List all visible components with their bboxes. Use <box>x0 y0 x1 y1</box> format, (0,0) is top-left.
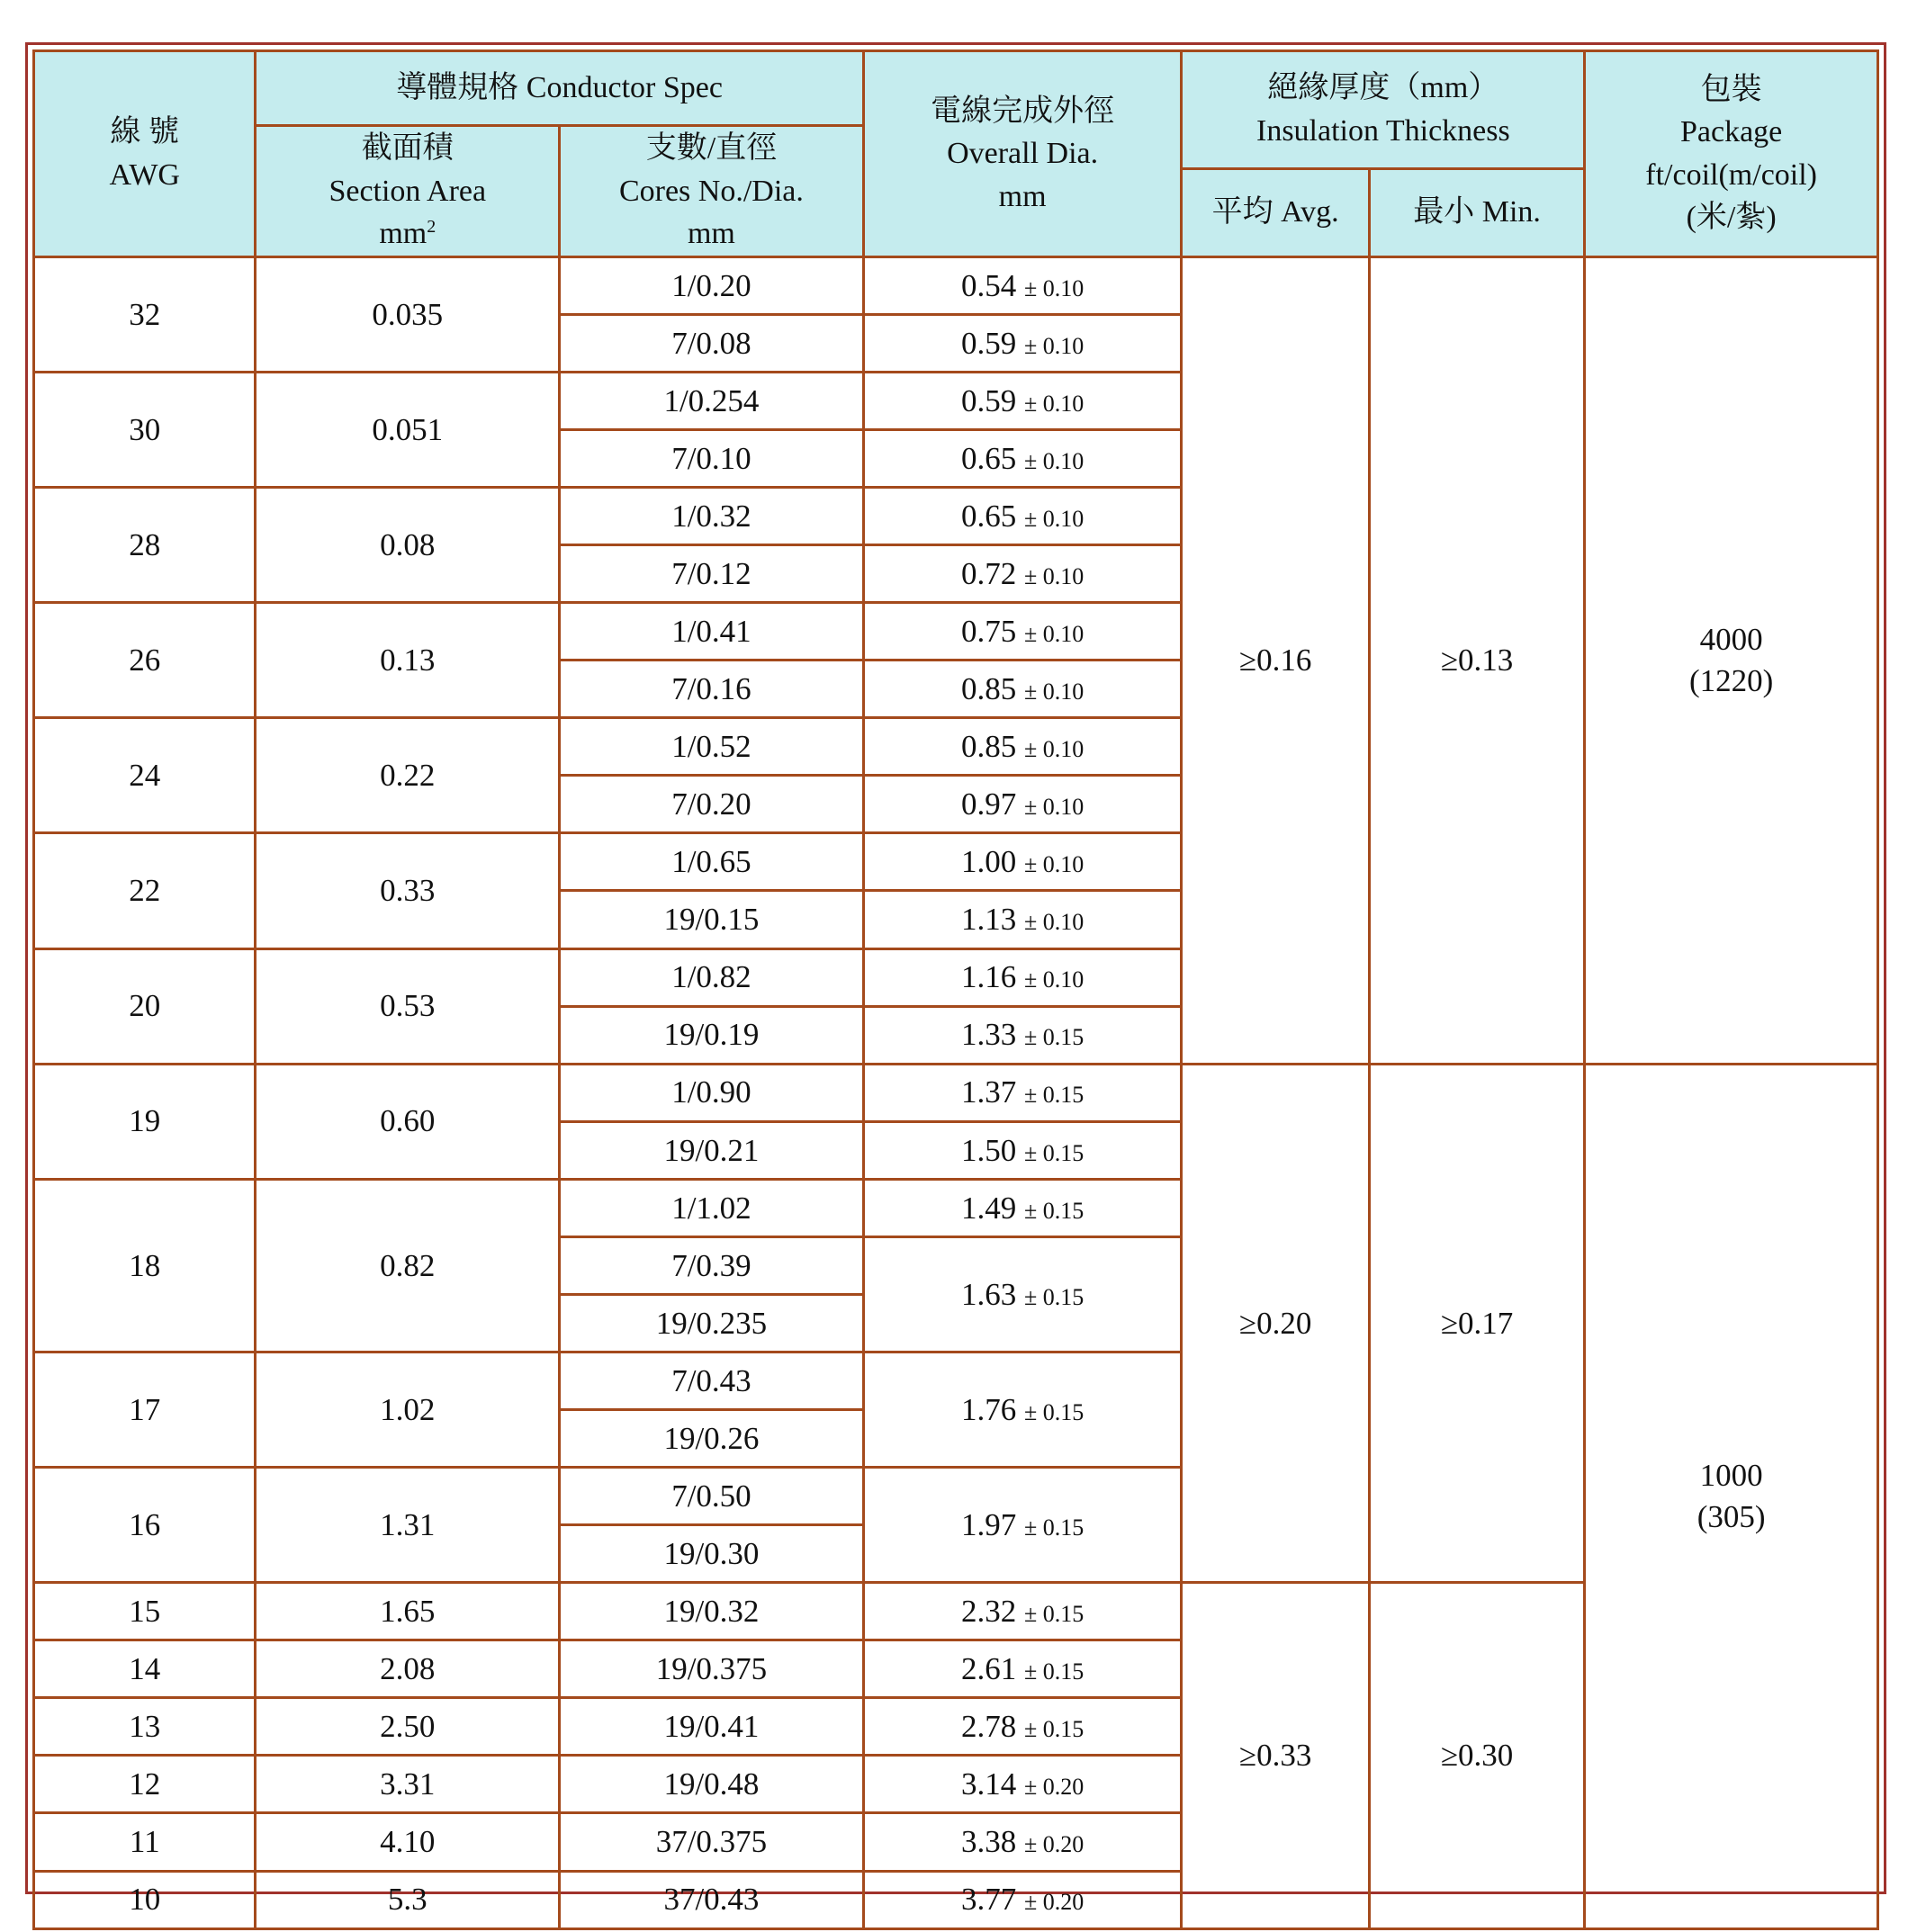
overall-dia-cell <box>863 1468 1182 1583</box>
cores-cell: 19/0.48 <box>560 1756 864 1813</box>
package-m: (1220) <box>1688 662 1774 698</box>
overall-dia-cell <box>863 660 1182 718</box>
overall-dia-value: 3.38 <box>960 1824 1017 1860</box>
cores-cell: 7/0.43 <box>560 1352 864 1409</box>
section-area-cell: 0.53 <box>256 948 560 1064</box>
overall-dia-tolerance: ± 0.15 <box>1023 1716 1084 1743</box>
section-area-cell: 0.13 <box>256 603 560 718</box>
awg-header: 線 號 AWG <box>34 51 256 257</box>
insulation-min-cell: ≥0.30 <box>1369 1583 1584 1929</box>
overall-dia-value: 1.00 <box>960 844 1017 880</box>
overall-dia-cell <box>863 1352 1182 1467</box>
insulation-min-header: 最小 Min. <box>1369 168 1584 256</box>
section-area-cell: 4.10 <box>256 1813 560 1871</box>
cores-cell: 19/0.375 <box>560 1640 864 1698</box>
overall-dia-cell <box>863 429 1182 487</box>
overall-dia-value: 2.32 <box>960 1594 1017 1629</box>
overall-dia-tolerance: ± 0.20 <box>1023 1889 1084 1916</box>
overall-dia-tolerance: ± 0.15 <box>1023 1139 1084 1166</box>
conductor-spec-header: 導體規格 Conductor Spec <box>256 51 863 126</box>
overall-dia-value: 1.97 <box>960 1506 1017 1542</box>
cores-cell: 1/0.65 <box>560 833 864 891</box>
package-cell <box>1585 256 1878 1064</box>
overall-dia-value: 0.85 <box>960 671 1017 706</box>
overall-dia-cell <box>863 256 1182 314</box>
cores-cell: 19/0.41 <box>560 1698 864 1756</box>
cores-cell: 19/0.235 <box>560 1294 864 1352</box>
awg-cell: 24 <box>34 718 256 833</box>
overall-dia-tolerance: ± 0.10 <box>1023 966 1084 993</box>
section-area-cell: 0.22 <box>256 718 560 833</box>
insulation-min-cell: ≥0.17 <box>1369 1064 1584 1583</box>
overall-dia-cell <box>863 1756 1182 1813</box>
overall-dia-tolerance: ± 0.10 <box>1023 332 1084 359</box>
awg-cell: 26 <box>34 603 256 718</box>
cores-cell: 1/1.02 <box>560 1179 864 1236</box>
cores-cell: 1/0.41 <box>560 603 864 660</box>
wire-spec-table <box>32 49 1879 1930</box>
overall-dia-tolerance: ± 0.20 <box>1023 1831 1084 1858</box>
overall-dia-value: 1.49 <box>960 1190 1017 1226</box>
cores-cell: 7/0.08 <box>560 314 864 372</box>
overall-dia-value: 2.78 <box>960 1709 1017 1745</box>
section-area-cell: 1.65 <box>256 1583 560 1640</box>
table-row <box>34 1064 1878 1121</box>
overall-dia-cell <box>863 948 1182 1006</box>
overall-dia-tolerance: ± 0.15 <box>1023 1024 1084 1051</box>
overall-dia-cell <box>863 776 1182 833</box>
section-area-cell: 5.3 <box>256 1871 560 1928</box>
overall-dia-cell <box>863 603 1182 660</box>
overall-dia-cell <box>863 1006 1182 1064</box>
overall-dia-value: 0.65 <box>960 440 1017 476</box>
overall-dia-cell <box>863 833 1182 891</box>
awg-cell: 17 <box>34 1352 256 1467</box>
cores-cell: 7/0.16 <box>560 660 864 718</box>
cores-cell: 7/0.39 <box>560 1236 864 1294</box>
overall-dia-tolerance: ± 0.20 <box>1023 1774 1084 1801</box>
overall-dia-value: 0.59 <box>960 325 1017 361</box>
overall-dia-tolerance: ± 0.15 <box>1023 1514 1084 1541</box>
overall-dia-cell <box>863 1871 1182 1928</box>
package-header: 包裝 Package ft/coil(m/coil) (米/紮) <box>1585 51 1878 257</box>
insulation-avg-cell: ≥0.16 <box>1182 256 1369 1064</box>
awg-cell: 18 <box>34 1179 256 1352</box>
overall-dia-tolerance: ± 0.10 <box>1023 794 1084 821</box>
overall-dia-cell <box>863 488 1182 545</box>
cores-cell: 7/0.10 <box>560 429 864 487</box>
awg-cell: 16 <box>34 1468 256 1583</box>
cores-cell: 1/0.52 <box>560 718 864 776</box>
overall-dia-value: 1.33 <box>960 1017 1017 1053</box>
overall-dia-cell <box>863 1064 1182 1121</box>
overall-dia-tolerance: ± 0.10 <box>1023 505 1084 532</box>
cores-cell: 1/0.254 <box>560 372 864 429</box>
section-area-cell: 0.08 <box>256 488 560 603</box>
overall-dia-cell <box>863 314 1182 372</box>
spec-table-body <box>34 256 1878 1928</box>
cores-cell: 19/0.15 <box>560 891 864 948</box>
section-area-cell: 0.60 <box>256 1064 560 1179</box>
overall-dia-value: 1.13 <box>960 902 1017 938</box>
awg-cell: 32 <box>34 256 256 372</box>
overall-dia-tolerance: ± 0.15 <box>1023 1601 1084 1627</box>
section-area-cell: 0.82 <box>256 1179 560 1352</box>
overall-dia-tolerance: ± 0.10 <box>1023 851 1084 878</box>
overall-dia-tolerance: ± 0.10 <box>1023 909 1084 936</box>
section-area-cell: 0.33 <box>256 833 560 948</box>
section-area-cell: 3.31 <box>256 1756 560 1813</box>
insulation-avg-header: 平均 Avg. <box>1182 168 1369 256</box>
cores-cell: 7/0.12 <box>560 545 864 603</box>
cores-cell: 1/0.90 <box>560 1064 864 1121</box>
awg-cell: 13 <box>34 1698 256 1756</box>
overall-dia-header: 電線完成外徑 Overall Dia. mm <box>863 51 1182 257</box>
cores-cell: 1/0.20 <box>560 256 864 314</box>
section-area-cell: 0.051 <box>256 372 560 487</box>
section-area-cell: 0.035 <box>256 256 560 372</box>
awg-cell: 20 <box>34 948 256 1064</box>
overall-dia-cell <box>863 545 1182 603</box>
spec-table-frame <box>25 42 1886 1918</box>
cores-cell: 19/0.26 <box>560 1410 864 1468</box>
overall-dia-tolerance: ± 0.10 <box>1023 562 1084 589</box>
cores-cell: 1/0.82 <box>560 948 864 1006</box>
overall-dia-tolerance: ± 0.10 <box>1023 678 1084 705</box>
overall-dia-value: 0.65 <box>960 498 1017 534</box>
cores-cell: 37/0.375 <box>560 1813 864 1871</box>
cores-cell: 19/0.32 <box>560 1583 864 1640</box>
overall-dia-cell <box>863 1179 1182 1236</box>
overall-dia-value: 0.75 <box>960 613 1017 649</box>
package-m: (305) <box>1696 1498 1766 1534</box>
overall-dia-value: 0.54 <box>960 267 1017 303</box>
package-ft: 1000 <box>1699 1458 1763 1494</box>
overall-dia-tolerance: ± 0.15 <box>1023 1082 1084 1109</box>
insulation-avg-cell: ≥0.33 <box>1182 1583 1369 1929</box>
overall-dia-cell <box>863 1640 1182 1698</box>
section-area-cell: 2.08 <box>256 1640 560 1698</box>
section-area-cell: 2.50 <box>256 1698 560 1756</box>
cores-cell: 19/0.19 <box>560 1006 864 1064</box>
overall-dia-tolerance: ± 0.10 <box>1023 736 1084 763</box>
overall-dia-value: 3.77 <box>960 1882 1017 1918</box>
overall-dia-value: 1.16 <box>960 959 1017 995</box>
section-area-cell: 1.31 <box>256 1468 560 1583</box>
overall-dia-value: 1.50 <box>960 1132 1017 1168</box>
overall-dia-value: 0.97 <box>960 786 1017 822</box>
insulation-min-cell: ≥0.13 <box>1369 256 1584 1064</box>
cores-cell: 1/0.32 <box>560 488 864 545</box>
overall-dia-cell <box>863 372 1182 429</box>
package-cell <box>1585 1064 1878 1928</box>
overall-dia-cell <box>863 891 1182 948</box>
overall-dia-cell <box>863 1583 1182 1640</box>
overall-dia-value: 1.63 <box>960 1276 1017 1312</box>
awg-cell: 14 <box>34 1640 256 1698</box>
overall-dia-tolerance: ± 0.10 <box>1023 620 1084 647</box>
cores-cell: 19/0.30 <box>560 1525 864 1583</box>
insulation-thickness-header: 絕緣厚度（mm） Insulation Thickness <box>1182 51 1585 169</box>
overall-dia-value: 0.59 <box>960 382 1017 418</box>
cores-cell: 19/0.21 <box>560 1121 864 1179</box>
overall-dia-tolerance: ± 0.10 <box>1023 274 1084 301</box>
overall-dia-value: 3.14 <box>960 1766 1017 1802</box>
overall-dia-cell <box>863 718 1182 776</box>
cores-cell: 37/0.43 <box>560 1871 864 1928</box>
cores-header: 支數/直徑 Cores No./Dia. mm <box>560 126 864 257</box>
overall-dia-value: 2.61 <box>960 1651 1017 1687</box>
awg-cell: 30 <box>34 372 256 487</box>
overall-dia-value: 0.85 <box>960 729 1017 765</box>
table-row <box>34 256 1878 314</box>
cores-cell: 7/0.20 <box>560 776 864 833</box>
awg-cell: 28 <box>34 488 256 603</box>
overall-dia-value: 0.72 <box>960 555 1017 591</box>
overall-dia-value: 1.37 <box>960 1074 1017 1110</box>
awg-cell: 10 <box>34 1871 256 1928</box>
overall-dia-cell <box>863 1236 1182 1352</box>
overall-dia-tolerance: ± 0.15 <box>1023 1197 1084 1224</box>
overall-dia-tolerance: ± 0.15 <box>1023 1398 1084 1425</box>
overall-dia-tolerance: ± 0.15 <box>1023 1658 1084 1685</box>
overall-dia-tolerance: ± 0.15 <box>1023 1283 1084 1310</box>
overall-dia-cell <box>863 1813 1182 1871</box>
awg-cell: 11 <box>34 1813 256 1871</box>
section-area-cell: 1.02 <box>256 1352 560 1467</box>
overall-dia-value: 1.76 <box>960 1391 1017 1427</box>
cores-cell: 7/0.50 <box>560 1468 864 1525</box>
overall-dia-tolerance: ± 0.10 <box>1023 447 1084 474</box>
overall-dia-cell <box>863 1698 1182 1756</box>
awg-cell: 22 <box>34 833 256 948</box>
insulation-avg-cell: ≥0.20 <box>1182 1064 1369 1583</box>
awg-cell: 15 <box>34 1583 256 1640</box>
awg-cell: 12 <box>34 1756 256 1813</box>
overall-dia-tolerance: ± 0.10 <box>1023 390 1084 417</box>
section-area-header: 截面積 Section Area $mm^2$ <box>256 126 560 257</box>
awg-cell: 19 <box>34 1064 256 1179</box>
package-ft: 4000 <box>1699 622 1763 658</box>
overall-dia-cell <box>863 1121 1182 1179</box>
